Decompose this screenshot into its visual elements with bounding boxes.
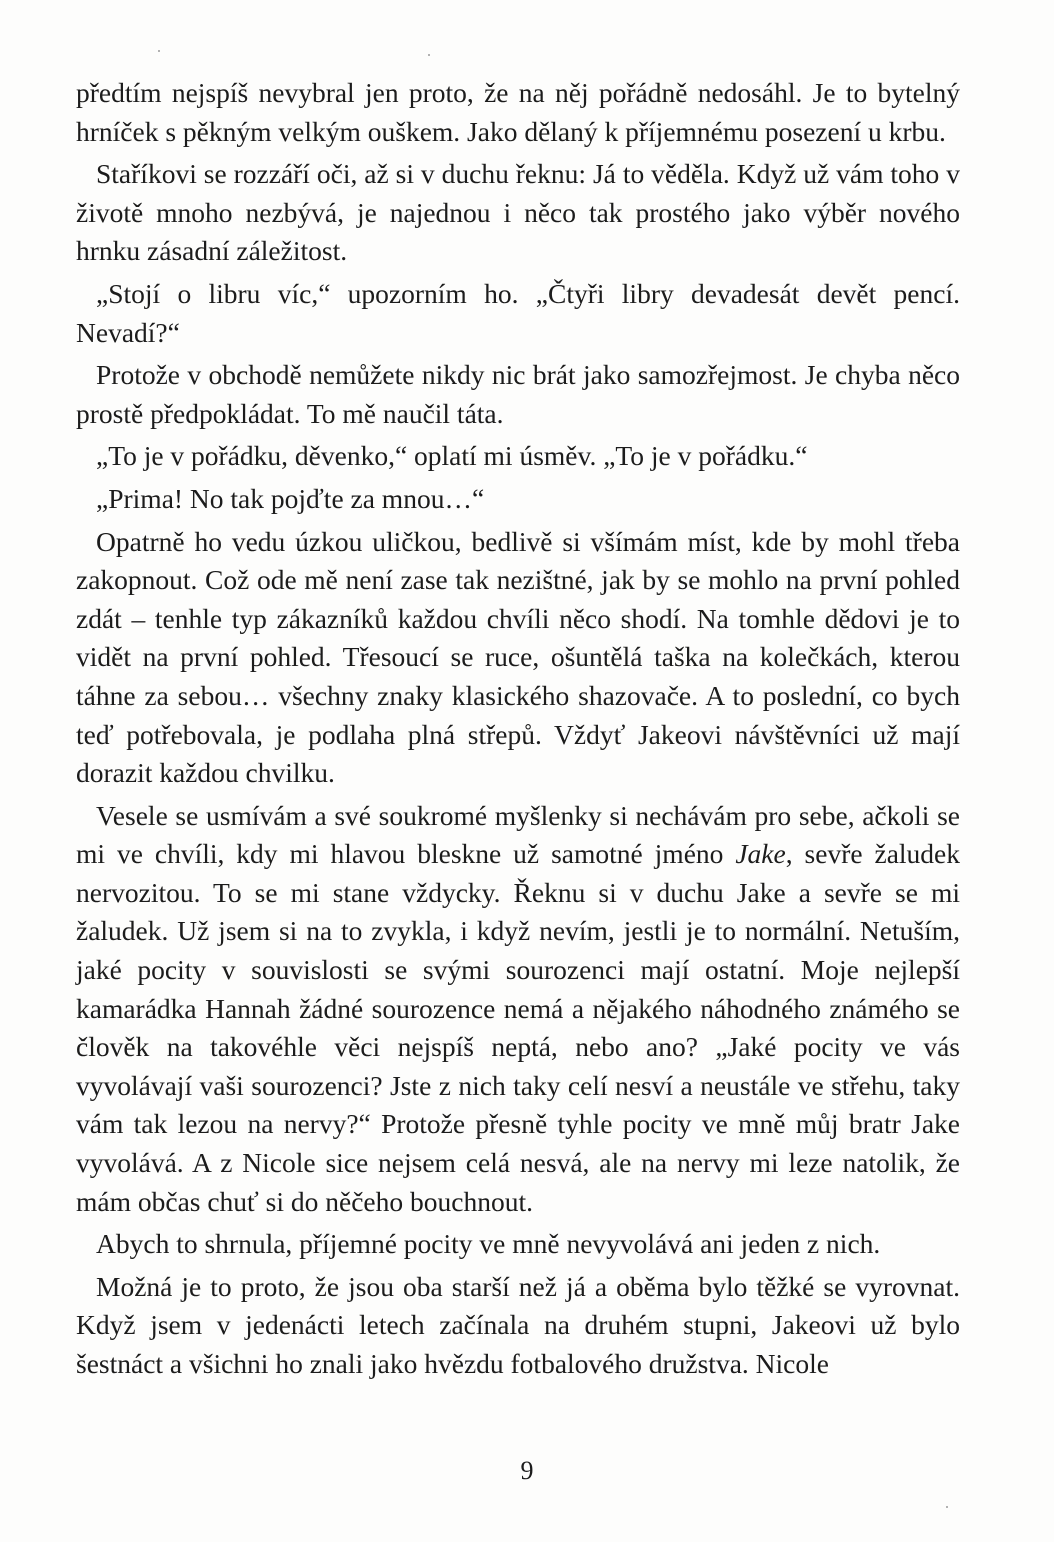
paragraph: „Stojí o libru víc,“ upozorním ho. „Čtyři libry devadesát devět pencí. Nevadí?“ [76,277,960,348]
scan-speck [158,50,160,52]
paragraph-text: , sevře žaludek nervozitou. To se mi stane vždycky. Řeknu si v duchu Jake a sevře se mi žaludek. Už jsem si na to zvykla, i když nevím, jestli je to normální. Netuším, jaké pocity v souvislosti se svými sourozenci mají ostatní. Moje nejlepší kamarádka Hannah žádné sourozence nemá a nějakého náhodného známého se člověk na takovéhle věci nejspíš neptá, nebo ano? „Jaké pocity ve vás vyvolávají vaši sourozenci? Jste z nich taky celí nesví a neustále ve střehu, taky vám tak lezou na nervy?“ Protože přesně tyhle pocity ve mně můj bratr Jake vyvolává. A z Nicole sice nejsem celá nesvá, ale na nervy mi leze natolik, že mám občas chuť si do něčeho bouchnout. [76,838,960,1217]
paragraph: „To je v pořádku, děvenko,“ oplatí mi úsměv. „To je v pořádku.“ [96,440,808,472]
body-text [76,74,960,1384]
paragraph: Protože v obchodě nemůžete nikdy nic brát jako samozřejmost. Je chyba něco prostě předpokládat. To mě naučil táta. [76,359,960,429]
page-number: 9 [520,1456,534,1485]
paragraph: Staříkovi se rozzáří oči, až si v duchu řeknu: Já to věděla. Když už vám toho v životě mnoho nezbývá, je najednou i něco tak prostého jako výběr nového hrnku zásadní záležitost. [76,158,960,267]
paragraph [76,797,960,1222]
scan-speck [428,54,430,56]
paragraph: Možná je to proto, že jsou oba starší než já a oběma bylo těžké se vyrovnat. Když jsem v jedenácti letech začínala na druhém stupni, Jakeovi už bylo šestnáct a všichni ho znali jako hvězdu fotbalového družstva. Nicole [76,1270,960,1379]
emphasized-name: Jake [735,838,786,870]
paragraph: předtím nejspíš nevybral jen proto, že na něj pořádně nedosáhl. Je to bytelný hrníček s pěkným velkým ouškem. Jako dělaný k příjemnému posezení u krbu. [76,77,960,147]
paragraph: Opatrně ho vedu úzkou uličkou, bedlivě si všímám míst, kde by mohl třeba zakopnout. Což ode mě není zase tak nezištné, jak by se mohlo na první pohled zdát – tenhle typ zákazníků každou chvíli něco shodí. Na tomhle dědovi je to vidět na první pohled. Třesoucí se ruce, ošuntělá taška na kolečkách, kterou táhne za sebou… všechny znaky klasického shazovače. A to poslední, co bych teď potřebovala, je podlaha plná střepů. Vždyť Jakeovi návštěvníci už mají dorazit každou chvilku. [76,525,960,789]
paragraph: Abych to shrnula, příjemné pocity ve mně nevyvolává ani jeden z nich. [96,1228,881,1260]
paragraph-text: Vesele se usmívám a své soukromé myšlenky si nechávám pro sebe, ačkoli se mi ve chvíli, kdy mi hlavou bleskne už samotné jméno [76,799,960,870]
paragraph: „Prima! No tak pojďte za mnou…“ [96,482,485,514]
scan-speck [946,1506,948,1508]
